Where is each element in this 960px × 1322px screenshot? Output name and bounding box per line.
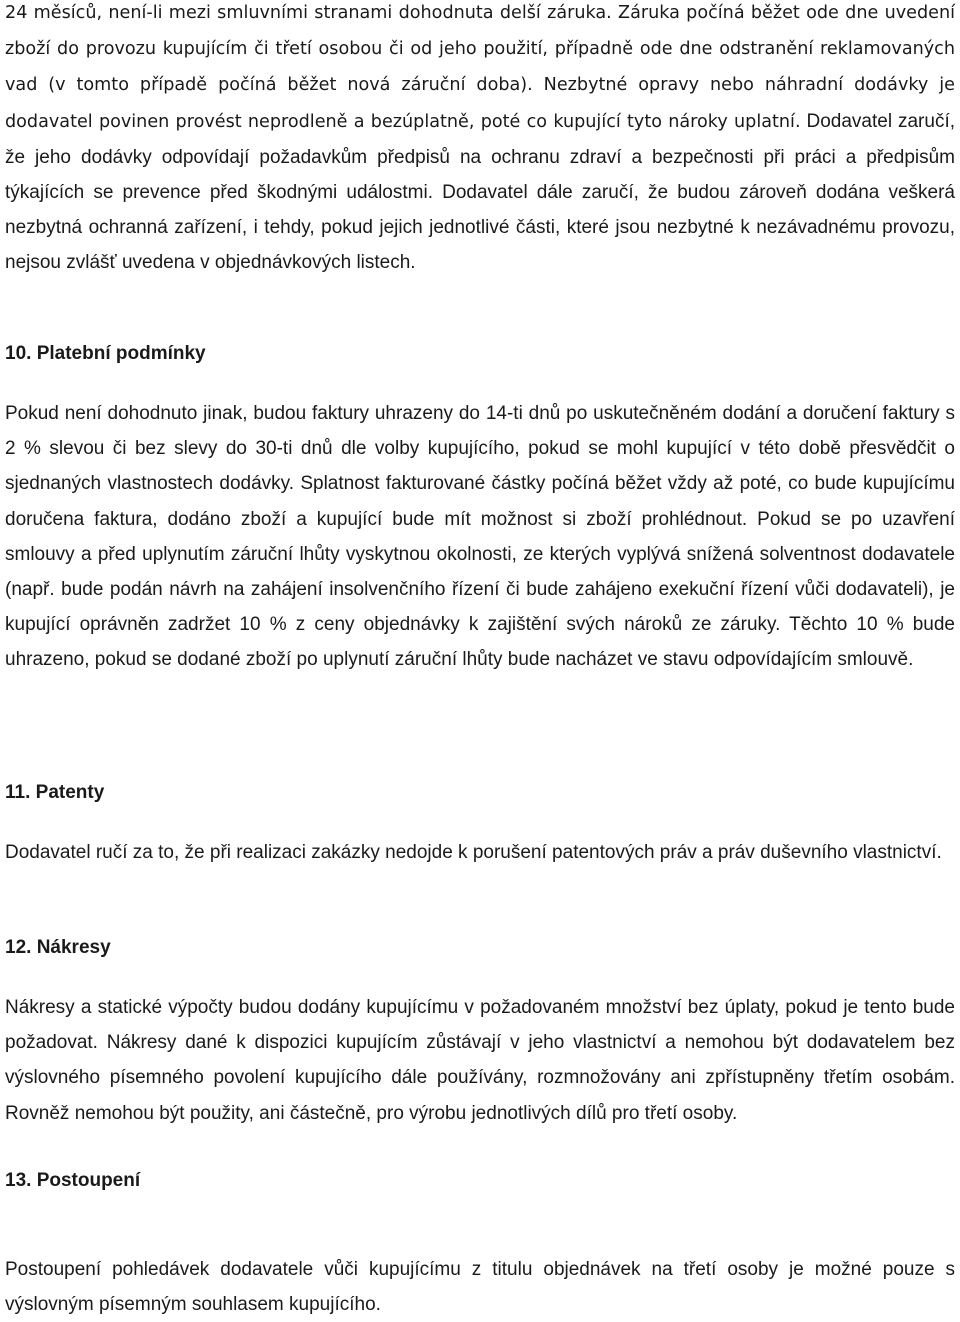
section-text-drawings: Nákresy a statické výpočty budou dodány kupujícímu v požadovaném množství bez úplaty, pokud je tento bude požadovat. Nákresy dané k dispozici kupujícím zůstávají v jeho vlastnictví a nemohou být dodavatelem bez výslovného písemného povolení kupujícího dále používány, rozmnožovány ani zpřístupněny třetím osobám. Rovněž nemohou být použity, ani částečně, pro výrobu jednotlivých dílů pro třetí osoby. (5, 997, 955, 1124)
section-text-assignment: Postoupení pohledávek dodavatele vůči kupujícímu z titulu objednávek na třetí osoby je možné pouze s výslovným písemným souhlasem kupujícího. (5, 1259, 955, 1316)
section-heading-patents: 11. Patenty (5, 782, 105, 803)
intro-rest-text: Dodavatel zaručí, že jeho dodávky odpovídají požadavkům předpisů na ochranu zdraví a bezpečnosti při práci a předpisům týkajících se prevence před škodnými událostmi. Dodavatel dále zaručí, že budou zároveň dodána veškerá nezbytná ochranná zařízení, i tehdy, pokud jejich jednotlivé části, které jsou nezbytné k nezávadnému provozu, nejsou zvlášť uvedena v objednávkových listech. (5, 110, 956, 274)
section-heading-assignment: 13. Postoupení (5, 1170, 141, 1191)
intro-paragraph (5, 0, 955, 281)
section-text-patents: Dodavatel ručí za to, že při realizaci zakázky nedojde k porušení patentových práv a práv duševního vlastnictví. (5, 842, 942, 863)
section-heading-drawings: 12. Nákresy (5, 937, 111, 958)
section-heading-payment: 10. Platební podmínky (5, 343, 206, 364)
section-text-payment: Pokud není dohodnuto jinak, budou faktury uhrazeny do 14-ti dnů po uskutečněném dodání a doručení faktury s 2 % slevou či bez slevy do 30-ti dnů dle volby kupujícího, pokud se mohl kupující v této době přesvědčit o sjednaných vlastnostech dodávky. Splatnost fakturované částky počíná běžet vždy až poté, co bude kupujícímu doručena faktura, dodáno zboží a kupující bude mít možnost si zboží prohlédnout. Pokud se po uzavření smlouvy a před uplynutím záruční lhůty vyskytnou okolnosti, ze kterých vyplývá snížená solventnost dodavatele (např. bude podán návrh na zahájení insolvenčního řízení či bude zahájeno exekuční řízení vůči dodavateli), je kupující oprávněn zadržet 10 % z ceny objednávky k zajištění svých nároků ze záruky. Těchto 10 % bude uhrazeno, pokud se dodané zboží po uplynutí záruční lhůty bude nacházet ve stavu odpovídajícím smlouvě. (5, 403, 955, 671)
intro-lead-text: 24 měsíců, není-li mezi smluvními stranami dohodnuta delší záruka. Záruka počíná běžet ode dne uvedení zboží do provozu kupujícím či třetí osobou či od jeho použití, případně ode dne odstranění reklamovaných vad (v tomto případě počíná běžet nová záruční doba). Nezbytné opravy nebo náhradní dodávky je dodavatel povinen provést neprodleně a bezúplatně, poté co kupující tyto nároky uplatní. (5, 3, 955, 132)
